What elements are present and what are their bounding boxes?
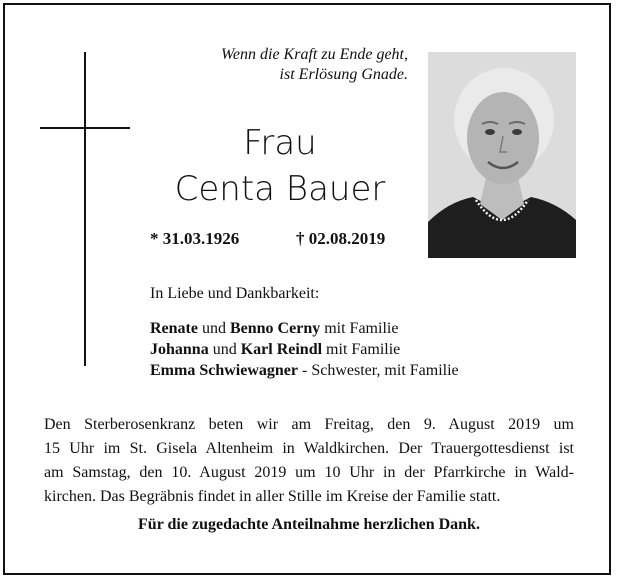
family-suffix: - Schwester, mit Familie [297, 362, 459, 379]
family-suffix: mit Familie [320, 320, 399, 337]
portrait-icon [428, 52, 576, 258]
family-name: Emma Schwiewagner [150, 362, 298, 379]
family-name: Karl Reindl [240, 341, 323, 358]
family-line-3 [150, 360, 459, 381]
motto-line-1: Wenn die Kraft zu Ende geht, [221, 46, 408, 63]
thanks-text: Für die zugedachte Anteilnahme herzlichen Dank. [138, 516, 480, 533]
death-date: † 02.08.2019 [296, 229, 386, 248]
portrait-photo [428, 52, 576, 258]
deceased-name [140, 120, 420, 212]
family-name: Benno Cerny [229, 320, 321, 337]
birth-date: * 31.03.1926 [150, 229, 240, 248]
info-line: Den Sterberosenkranz beten wir am Freitag, den 9. August 2019 um [44, 416, 574, 433]
family-name: Johanna [150, 341, 209, 358]
info-line: kirchen. Das Begräbnis findet in aller Stille im Kreise der Familie statt. [44, 488, 501, 505]
family-line-1 [150, 318, 459, 339]
name-full: Centa Bauer [174, 169, 386, 209]
family-connector: und [208, 341, 241, 358]
motto [221, 45, 408, 85]
motto-line-2: ist Erlösung Gnade. [279, 66, 408, 83]
service-info [44, 413, 574, 509]
info-line: 15 Uhr im St. Gisela Altenheim in Waldkirchen. Der Trauergottesdienst ist [44, 440, 574, 457]
name-title: Frau [243, 123, 317, 163]
info-line: am Samstag, den 10. August 2019 um 10 Uhr in der Pfarrkirche in Wald- [44, 464, 574, 481]
dedication-text: In Liebe und Dankbarkeit: [150, 285, 320, 302]
cross-bar [40, 127, 130, 129]
family-suffix: mit Familie [322, 341, 401, 358]
family-connector: und [197, 320, 230, 337]
family-line-2 [150, 339, 459, 360]
family-name: Renate [150, 320, 198, 337]
cross-icon [84, 52, 86, 366]
family-list [150, 318, 459, 381]
